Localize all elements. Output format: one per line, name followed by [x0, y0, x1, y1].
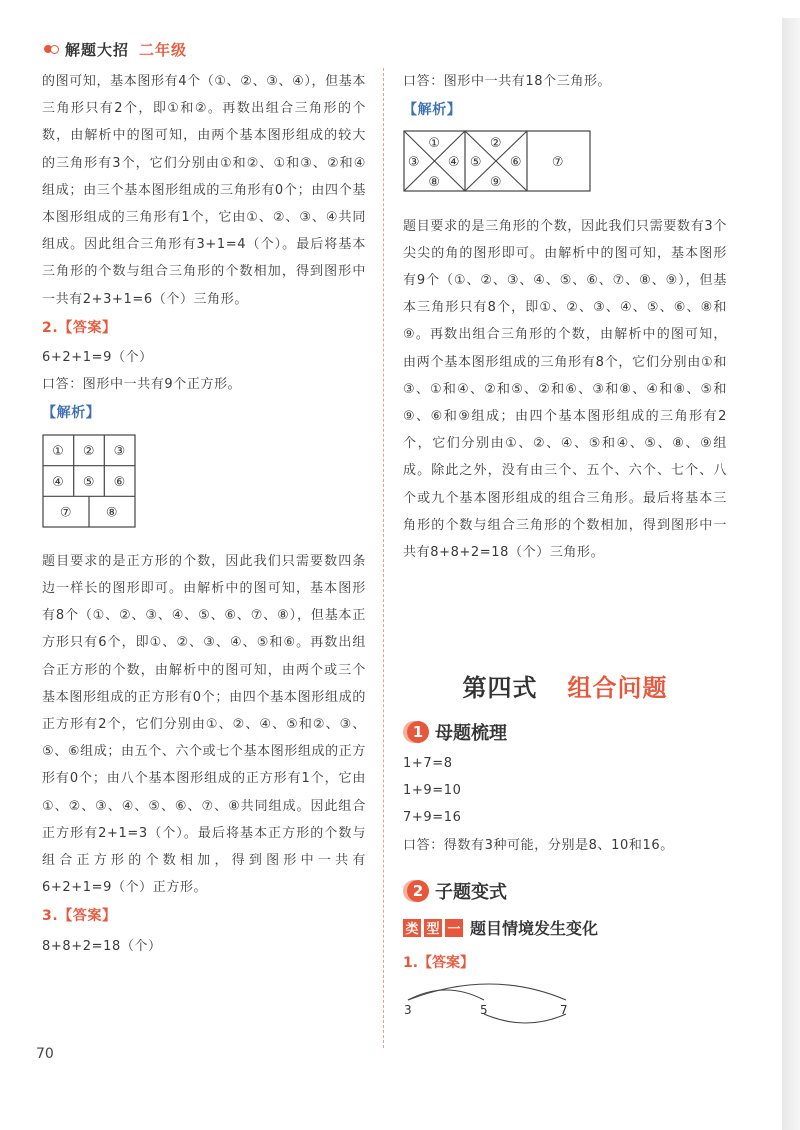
right-column: [403, 68, 727, 566]
sum-line-1: 1+7=8: [403, 756, 453, 771]
subsection-1-label: 母题梳理: [435, 723, 507, 744]
subsection-1-heading: [407, 719, 507, 745]
q3-cell-4: ④: [447, 155, 461, 171]
q2-square-figure: [42, 434, 366, 538]
section-title: [403, 668, 727, 703]
sub2-q1-answer-label: 1.【答案】: [403, 955, 475, 971]
arc-num-3: 3: [404, 1003, 412, 1017]
q2-cell-6: ⑥: [113, 474, 126, 490]
subsection-1-badge: 1: [407, 721, 429, 743]
q2-analysis-label: 【解析】: [42, 405, 101, 422]
q2-cell-4: ④: [52, 474, 65, 490]
arc-num-5: 5: [480, 1003, 488, 1017]
q3-cell-8: ⑧: [428, 175, 441, 191]
q2-cell-8: ⑧: [105, 505, 119, 521]
sub1-oral-answer: 口答：得数有3种可能，分别是8、10和16。: [403, 837, 674, 853]
arc-3-to-7: [408, 984, 566, 1000]
subsection-2-label: 子题变式: [435, 882, 507, 903]
page-header: [44, 38, 187, 60]
type-heading: [403, 916, 598, 939]
arc-num-7: 7: [560, 1003, 568, 1017]
q3-oral-answer: 口答：图形中一共有18个三角形。: [403, 74, 612, 89]
subsection-2-badge: 2: [407, 880, 429, 902]
q3-cell-1: ①: [428, 136, 441, 152]
left-column: [42, 68, 366, 960]
q2-oral-answer: 口答：图形中一共有9个正方形。: [42, 377, 242, 393]
q3-cell-7: ⑦: [551, 155, 565, 171]
q2-cell-5: ⑤: [82, 474, 96, 490]
section-title-number: 第四式: [462, 674, 538, 702]
q3-analysis-text: 题目要求的是三角形的个数，因此我们只需要数有3个尖尖的角的图形即可。由解析中的图可知，基本图形有9个（①、②、③、④、⑤、⑥、⑦、⑧、⑨），但基本三角形只有8个，即①、②、③、④、⑤、⑥、⑧和⑨。再数出组合三角形的个数，由解析中的图可知，由两个基本图形组成的三角形有8个，它们分别由①和③、①和④、②和⑤、②和⑥、③和⑧、④和⑧、⑤和⑨、⑥和⑨组成；由四个基本图形组成的三角形有2个，它们分别由①、②、④、⑤和④、⑤、⑧、⑨组成。除此之外，没有由三个、五个、六个、七个、八个或九个基本图形组成的组合三角形。最后将基本三角形的个数与组合三角形的个数相加，得到图形中一共有8+8+2=18（个）三角形。: [403, 218, 727, 561]
arc-3-to-5: [408, 990, 484, 1000]
page-edge-shadow: [782, 18, 800, 1130]
q3-cell-6: ⑥: [509, 155, 523, 171]
sum-line-2: 1+9=10: [403, 783, 462, 799]
page-number: 70: [36, 1046, 54, 1062]
type-char-2: 型: [424, 919, 442, 937]
grade-label: 二年级: [139, 40, 188, 59]
q2-cell-1: ①: [52, 443, 65, 459]
q3-cell-5: ⑤: [469, 155, 483, 171]
q3-equation: 8+8+2=18（个）: [42, 938, 162, 954]
book-title: 解题大招: [65, 40, 130, 59]
header-dots-icon: [44, 45, 59, 54]
q2-equation: 6+2+1=9（个）: [42, 350, 153, 366]
pairing-arc-diagram: [396, 972, 586, 1032]
q1-analysis-continued: 的图可知，基本图形有4个（①、②、③、④），但基本三角形只有2个，即①和②。再数出组合三角形的个数，由解析中的图可知，由两个基本图形组成的较大的三角形有3个，它们分别由①和②、①和③、②和④组成；由三个基本图形组成的三角形有0个；由四个基本图形组成的三角形有1个，它由①、②、③、④共同组成。因此组合三角形有3+1=4（个）。最后将基本三角形的个数与组合三角形的个数相加，得到图形中一共有2+3+1=6（个）三角形。: [42, 74, 366, 307]
q2-answer-label: 2.【答案】: [42, 319, 117, 336]
q3-answer-label: 3.【答案】: [42, 908, 117, 925]
arc-5-to-7: [484, 1014, 566, 1023]
sum-line-3: 7+9=16: [403, 810, 462, 826]
q2-cell-3: ③: [113, 443, 126, 459]
subsection-2-heading: [407, 878, 507, 904]
q3-triangle-diagram: [403, 130, 591, 192]
q3-cell-3: ③: [407, 155, 421, 171]
type-label: 题目情境发生变化: [470, 919, 599, 938]
q2-grid-diagram: [42, 434, 136, 528]
column-divider: [383, 68, 384, 1048]
q3-cell-2: ②: [489, 136, 503, 152]
q2-cell-7: ⑦: [59, 505, 73, 521]
q3-cell-9: ⑨: [489, 175, 503, 191]
q2-analysis-text: 题目要求的是正方形的个数，因此我们只需要数四条边一样长的图形即可。由解析中的图可知，基本图形有8个（①、②、③、④、⑤、⑥、⑦、⑧），但基本正方形只有6个，即①、②、③、④、⑤和⑥。再数出组合正方形的个数，由解析中的图可知，由两个或三个基本图形组成的正方形有0个；由四个基本图形组成的正方形有2个，它们分别由①、②、④、⑤和②、③、⑤、⑥组成；由五个、六个或七个基本图形组成的正方形有0个；由八个基本图形组成的正方形有1个，它由①、②、③、④、⑤、⑥、⑦、⑧共同组成。因此组合正方形有2+1=3（个）。最后将基本正方形的个数与组合正方形的个数相加，得到图形中一共有6+2+1=9（个）正方形。: [42, 553, 366, 896]
q3-analysis-label: 【解析】: [403, 102, 462, 119]
type-char-1: 类: [403, 919, 421, 937]
q3-triangle-figure: [403, 130, 727, 202]
section-title-topic: 组合问题: [567, 674, 668, 702]
type-char-3: 一: [445, 919, 463, 937]
q2-cell-2: ②: [82, 443, 96, 459]
sub1-content: [403, 750, 727, 859]
